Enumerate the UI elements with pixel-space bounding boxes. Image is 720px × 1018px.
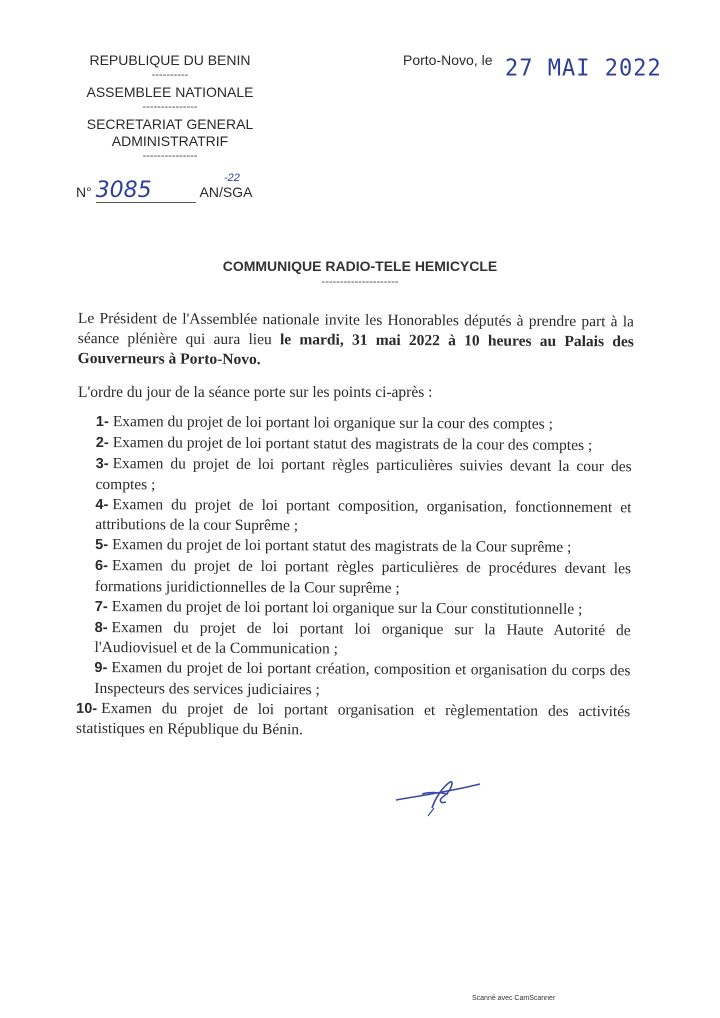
list-item [95, 617, 631, 660]
title-underline: --------------------- [321, 276, 399, 288]
republic-name: REPUBLIQUE DU BENIN [89, 52, 251, 68]
list-item [95, 454, 631, 497]
item-number: 7- [94, 598, 108, 615]
item-text: Examen du projet de loi portant création, composition et organisation du corps des Inspecteurs des services judiciaires ; [94, 659, 631, 698]
list-item [95, 494, 631, 537]
issuer-header [60, 52, 280, 163]
item-number: 5- [95, 536, 109, 554]
ref-number-handwritten: 3085 [96, 180, 196, 203]
separator: --------------- [142, 150, 198, 162]
place-label: Porto-Novo, le [403, 52, 493, 68]
separator: ---------- [151, 69, 189, 81]
list-item [95, 596, 631, 620]
intro-bold-date-place: le mardi, 31 mai 2022 à 10 heures au Palais des Gouverneurs à Porto-Novo. [77, 331, 634, 369]
item-number: 9- [94, 659, 108, 677]
item-text: Examen du projet de loi portant loi organique sur la Haute Autorité de l'Audiovisuel et de la Communication ; [94, 618, 631, 658]
item-number: 6- [95, 557, 109, 575]
scanner-watermark: Scanné avec CamScanner [472, 995, 556, 1002]
list-item [95, 556, 631, 599]
item-text: Examen du projet de loi portant organisation et règlementation des activités statistiques en République du Bénin. [76, 699, 631, 739]
item-text: Examen du projet de loi portant statut des magistrats de la cour des comptes ; [112, 434, 593, 455]
item-number: 3- [95, 455, 109, 473]
ref-prefix: N° [76, 184, 92, 200]
list-item [95, 535, 631, 559]
item-number: 4- [95, 496, 109, 513]
item-number: 1- [95, 413, 109, 431]
assembly-name: ASSEMBLEE NATIONALE [86, 84, 254, 100]
document-title: COMMUNIQUE RADIO-TELE HEMICYCLE [222, 258, 498, 274]
reference-number [76, 172, 253, 203]
agenda-list [76, 412, 632, 742]
item-text: Examen du projet de loi portant composition, organisation, fonctionnement et attributions de la cour Suprême ; [95, 495, 632, 535]
agenda-intro: L'ordre du jour de la séance porte sur les points ci-après : [78, 384, 433, 401]
intro-paragraph [78, 309, 634, 372]
list-item [94, 658, 630, 701]
signature-icon [388, 770, 488, 820]
item-number: 8- [94, 619, 108, 636]
list-item [96, 433, 632, 457]
separator: --------------- [142, 101, 198, 113]
secretariat-line-2: ADMINISTRATRIF [111, 133, 229, 149]
ref-suffix: AN/SGA [199, 184, 253, 200]
ref-year-handwritten: -22 [224, 172, 240, 184]
list-item [96, 412, 632, 436]
item-text: Examen du projet de loi portant règles particulières suivies devant la cour des comptes ; [95, 455, 632, 493]
item-text: Examen du projet de loi portant loi organique sur la cour des comptes ; [112, 413, 553, 433]
date-stamp: 27 MAI 2022 [505, 55, 662, 82]
item-text: Examen du projet de loi portant règles particulières de procédures devant les formations juridictionnelles de la Cour suprême ; [94, 557, 632, 597]
item-number: 2- [95, 434, 109, 452]
item-text: Examen du projet de loi portant statut des magistrats de la Cour suprême ; [112, 536, 572, 556]
secretariat-line-1: SECRETARIAT GENERAL [86, 116, 254, 132]
item-number: 10- [76, 700, 98, 717]
item-text: Examen du projet de loi portant loi organique sur la Cour constitutionnelle ; [111, 597, 583, 618]
intro-text: Le Président de l'Assemblée nationale invite les Honorables députés à prendre part à la séance plénière qui aura lieu [77, 309, 634, 349]
list-item [76, 698, 630, 741]
